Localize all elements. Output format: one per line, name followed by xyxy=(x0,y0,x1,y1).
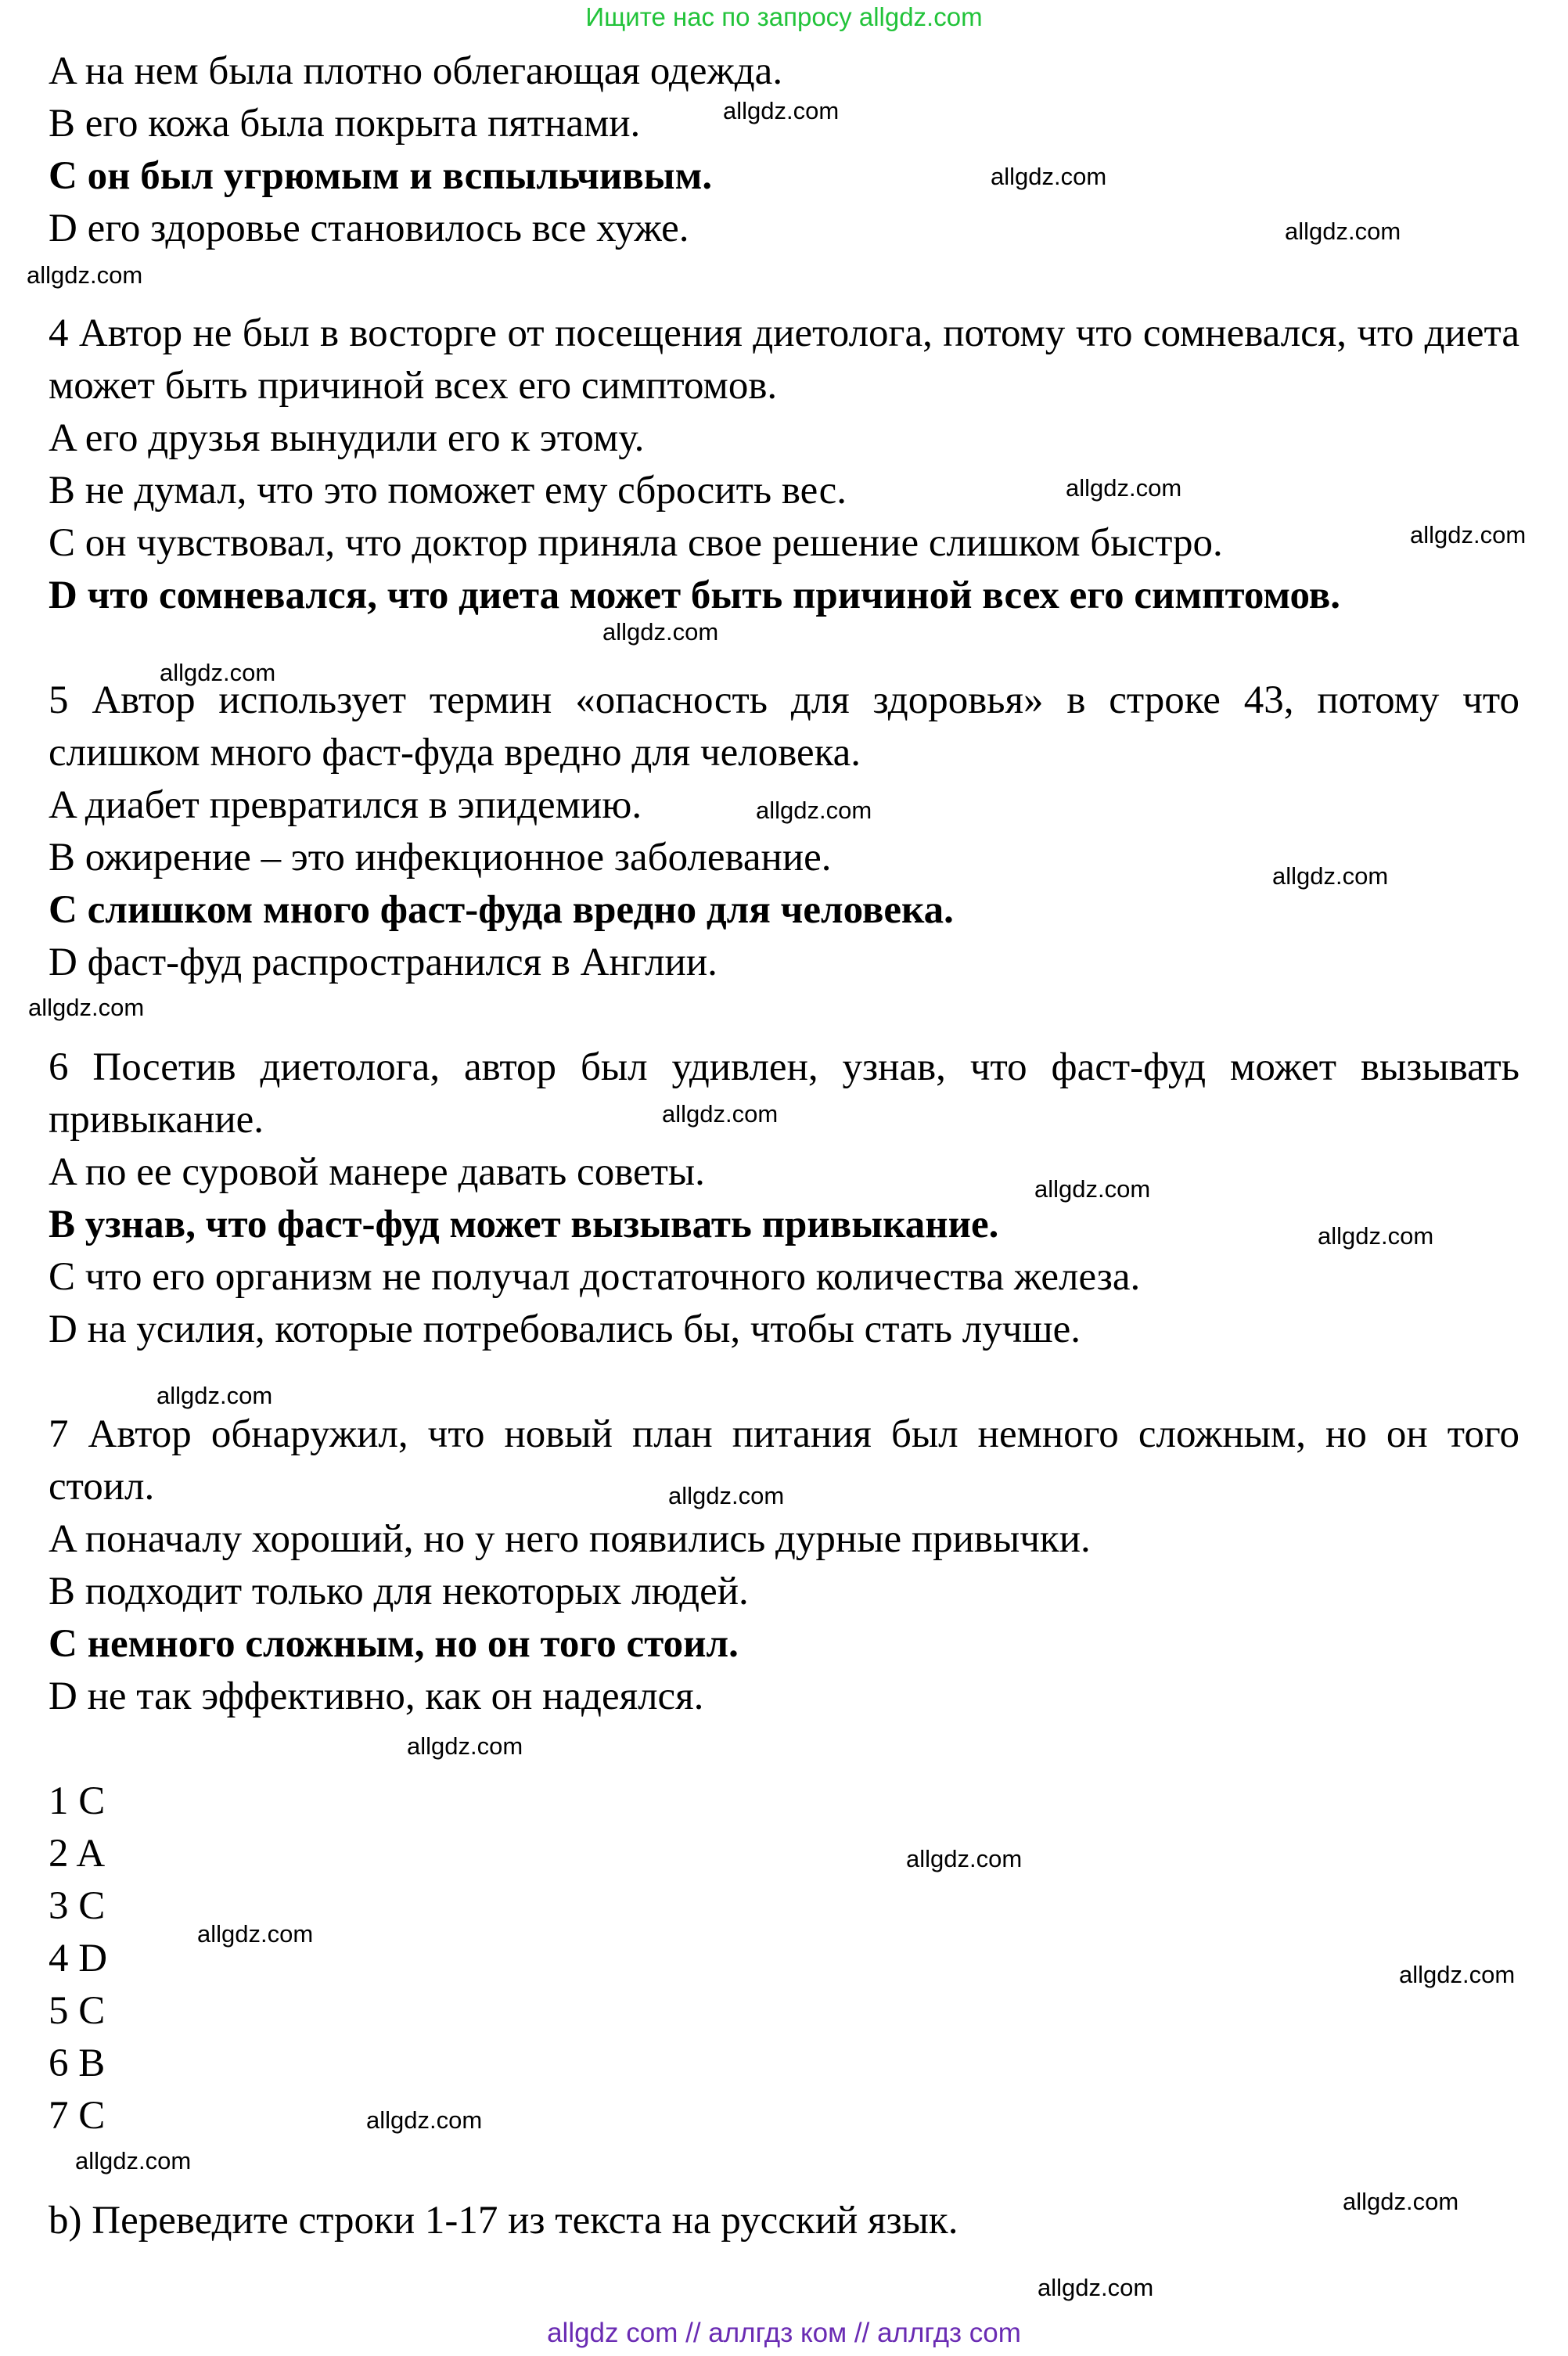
watermark: allgdz.com xyxy=(1038,2274,1154,2301)
watermark: allgdz.com xyxy=(1066,474,1182,502)
watermark: allgdz.com xyxy=(27,261,143,289)
answer-key xyxy=(49,1775,1519,2142)
watermark: allgdz.com xyxy=(1285,218,1401,245)
watermark: allgdz.com xyxy=(662,1100,779,1128)
answer-7: 7 C xyxy=(49,2094,106,2138)
watermark: allgdz.com xyxy=(160,659,276,686)
option-4c: C он чувствовал, что доктор приняла свое решение слишком быстро. xyxy=(49,521,1223,565)
watermark: allgdz.com xyxy=(1343,2188,1459,2215)
option-3a: A на нем была плотно облегающая одежда. xyxy=(49,49,783,93)
watermark: allgdz.com xyxy=(407,1732,523,1760)
question-5 xyxy=(49,674,1519,989)
option-5c-correct: C слишком много фаст-фуда вредно для человека. xyxy=(49,888,954,932)
option-7a: A поначалу хороший, но у него появились дурные привычки. xyxy=(49,1517,1091,1561)
answer-4: 4 D xyxy=(49,1937,108,1980)
watermark: allgdz.com xyxy=(366,2106,483,2134)
watermark: allgdz.com xyxy=(906,1845,1023,1872)
option-5b: B ожирение – это инфекционное заболевание. xyxy=(49,836,832,879)
option-5d: D фаст-фуд распространился в Англии. xyxy=(49,941,717,984)
spacer xyxy=(49,1723,1519,1775)
option-6d: D на усилия, которые потребовались бы, чтобы стать лучше. xyxy=(49,1307,1081,1351)
spacer xyxy=(49,255,1519,308)
option-7b: B подходит только для некоторых людей. xyxy=(49,1570,749,1613)
answer-5: 5 C xyxy=(49,1989,106,2033)
option-7d: D не так эффективно, как он надеялся. xyxy=(49,1674,704,1718)
answer-2: 2 A xyxy=(49,1832,106,1876)
option-4a: A его друзья вынудили его к этому. xyxy=(49,416,645,460)
option-3c-correct: C он был угрюмым и вспыльчивым. xyxy=(49,154,713,198)
task-b: b) Переведите строки 1-17 из текста на русский язык. xyxy=(49,2199,958,2243)
option-6c: C что его организм не получал достаточного количества железа. xyxy=(49,1255,1141,1299)
watermark: allgdz.com xyxy=(1410,521,1527,549)
watermark: allgdz.com xyxy=(756,797,872,824)
question-4-text: 4 Автор не был в восторге от посещения диетолога, потому что сомневался, что диета может быть причиной всех его симптомов. xyxy=(49,311,1519,408)
option-6b-correct: B узнав, что фаст-фуд может вызывать привыкание. xyxy=(49,1203,999,1246)
answer-3: 3 C xyxy=(49,1884,106,1928)
watermark: allgdz.com xyxy=(991,163,1107,190)
option-6a: A по ее суровой манере давать советы. xyxy=(49,1150,705,1194)
option-5a: A диабет превратился в эпидемию. xyxy=(49,783,642,827)
watermark: allgdz.com xyxy=(197,1920,314,1948)
top-banner: Ищите нас по запросу allgdz.com xyxy=(585,2,983,31)
answer-1: 1 C xyxy=(49,1779,106,1823)
answer-6: 6 B xyxy=(49,2041,106,2085)
watermark: allgdz.com xyxy=(1272,862,1389,890)
option-7c-correct: C немного сложным, но он того стоил. xyxy=(49,1622,739,1666)
watermark: allgdz.com xyxy=(1318,1222,1434,1250)
spacer xyxy=(49,989,1519,1041)
watermark: allgdz.com xyxy=(1399,1961,1516,1988)
footer-links: allgdz com // аллгдз ком // аллгдз com xyxy=(547,2318,1021,2348)
option-4d-correct: D что сомневался, что диета может быть причиной всех его симптомов. xyxy=(49,574,1341,617)
option-3d: D его здоровье становилось все хуже. xyxy=(49,207,689,250)
watermark: allgdz.com xyxy=(156,1382,273,1409)
question-7 xyxy=(49,1408,1519,1723)
question-6 xyxy=(49,1041,1519,1356)
watermark: allgdz.com xyxy=(28,994,145,1021)
question-4 xyxy=(49,308,1519,622)
spacer xyxy=(49,2142,1519,2195)
question-6-text: 6 Посетив диетолога, автор был удивлен, узнав, что фаст-фуд может вызывать привыкание. xyxy=(49,1045,1519,1142)
option-4b: B не думал, что это поможет ему сбросить вес. xyxy=(49,469,847,513)
watermark: allgdz.com xyxy=(75,2147,192,2174)
question-5-text: 5 Автор использует термин «опасность для здоровья» в строке 43, потому что слишком много фаст-фуда вредно для человека. xyxy=(49,678,1519,775)
option-3b: B его кожа была покрыта пятнами. xyxy=(49,102,641,146)
watermark: allgdz.com xyxy=(1034,1175,1151,1203)
watermark: allgdz.com xyxy=(602,618,719,646)
document-body xyxy=(49,45,1519,2247)
question-7-text: 7 Автор обнаружил, что новый план питания был немного сложным, но он того стоил. xyxy=(49,1412,1519,1509)
watermark: allgdz.com xyxy=(723,97,840,124)
watermark: allgdz.com xyxy=(668,1482,785,1509)
